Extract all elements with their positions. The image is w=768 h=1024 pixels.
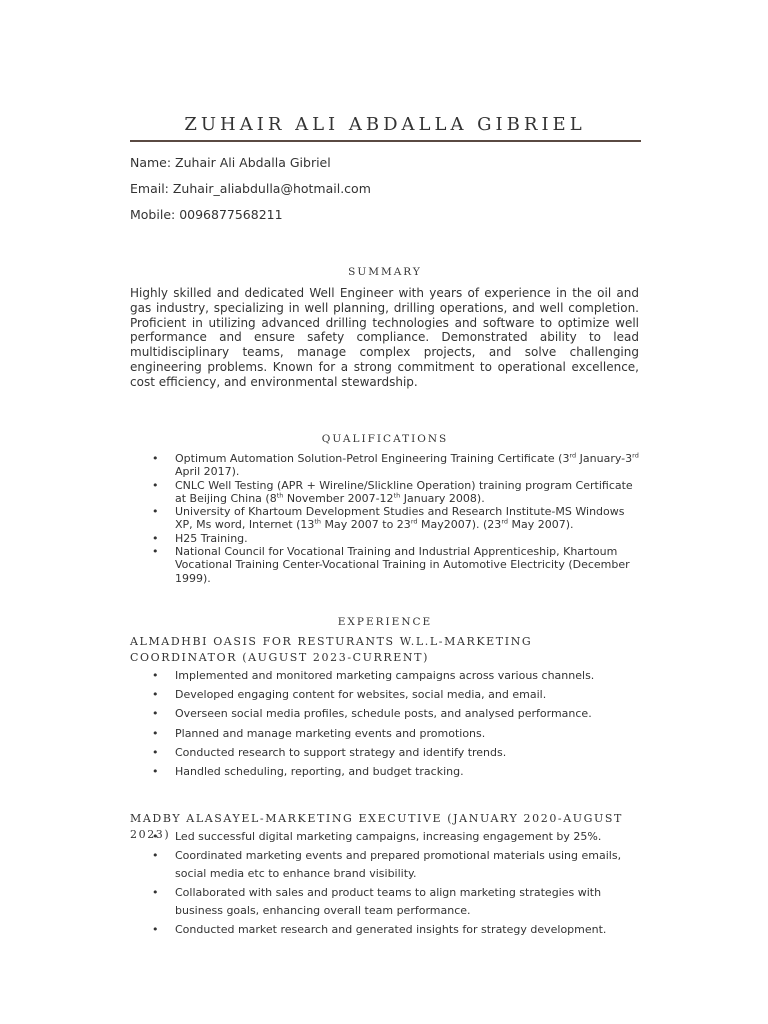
list-item: • Conducted research to support strategy and identify trends. <box>130 743 640 762</box>
list-item: • Developed engaging content for websites, social media, and email. <box>130 685 640 704</box>
qualification-item <box>130 505 640 532</box>
list-item: • Overseen social media profiles, schedule posts, and analysed performance. <box>130 704 640 723</box>
summary-text: Highly skilled and dedicated Well Engineer with years of experience in the oil and gas industry, specializing in well planning, drilling operations, and well completion. Proficient in utilizing advanced drilling technologies and software to optimize well performance and ensure safety compliance. Demonstrated ability to lead multidisciplinary teams, manage complex projects, and solve challenging engineering problems. Known for a strong commitment to operational excellence, cost efficiency, and environmental stewardship. <box>130 286 639 389</box>
contact-mobile: Mobile: 0096877568211 <box>130 207 283 222</box>
qualification-ordinal: rd <box>632 451 639 460</box>
qualification-ordinal: rd <box>569 451 577 460</box>
qualification-item: • National Council for Vocational Training and Industrial Apprenticeship, Khartoum Vocational Training Center-Vocational Training in Automotive Electricity (December 1999). <box>130 545 640 585</box>
list-item: • Planned and manage marketing events and promotions. <box>130 724 640 743</box>
qualification-text: Optimum Automation Solution-Petrol Engineering Training Certificate (3 <box>175 452 570 465</box>
list-item: • Conducted market research and generated insights for strategy development. <box>130 921 640 940</box>
list-item: • Implemented and monitored marketing campaigns across various channels. <box>130 666 640 685</box>
qualification-text: November 2007-12 <box>283 491 394 505</box>
list-item: • Coordinated marketing events and prepared promotional materials using emails, social media etc to enhance brand visibility. <box>130 847 640 884</box>
contact-name: Name: Zuhair Ali Abdalla Gibriel <box>130 155 331 170</box>
qualification-ordinal: rd <box>501 517 508 526</box>
qualification-text: University of Khartoum Development Studies and Research Institute-MS Windows XP, Ms word, Internet (13 <box>175 505 625 532</box>
qualification-text: CNLC Well Testing (APR + Wireline/Slickline Operation) training program Certificate at Beijing China (8 <box>175 478 633 505</box>
contact-email: Email: Zuhair_aliabdulla@hotmail.com <box>130 181 371 196</box>
qualification-text: May2007). (23 <box>417 518 502 532</box>
qualification-item <box>130 479 640 506</box>
list-item: • Led successful digital marketing campaigns, increasing engagement by 25%. <box>130 828 640 847</box>
qualification-text: May 2007). <box>508 518 574 532</box>
qualification-ordinal: th <box>314 517 322 526</box>
resume-name-title: ZUHAIR ALI ABDALLA GIBRIEL <box>184 114 586 135</box>
title-divider <box>130 140 641 142</box>
qualification-text: January 2008). <box>400 491 485 505</box>
qualification-text: January-3 <box>576 452 633 465</box>
qualifications-list <box>130 452 640 585</box>
qualification-ordinal: rd <box>410 517 418 526</box>
qualification-item <box>130 452 640 479</box>
list-item: • Collaborated with sales and product teams to align marketing strategies with business goals, enhancing overall team performance. <box>130 884 640 921</box>
qualification-item: • H25 Training. <box>130 532 640 545</box>
job-bullets <box>130 828 640 939</box>
qualification-ordinal: th <box>393 491 401 500</box>
list-item: • Handled scheduling, reporting, and budget tracking. <box>130 762 640 781</box>
qualification-text: April 2017). <box>175 465 240 479</box>
qualification-text: May 2007 to 23 <box>321 518 411 532</box>
qualification-ordinal: th <box>276 491 284 500</box>
job-title: ALMADHBI OASIS FOR RESTURANTS W.L.L-MARKETING COORDINATOR (AUGUST 2023-CURRENT) <box>130 635 533 664</box>
summary-heading: SUMMARY <box>348 266 422 278</box>
experience-heading: EXPERIENCE <box>337 616 433 628</box>
qualifications-heading: QUALIFICATIONS <box>321 433 449 445</box>
job-bullets <box>130 666 640 781</box>
job-title: MADBY ALASAYEL-MARKETING EXECUTIVE (JANUARY 2020-AUGUST 2023) <box>130 812 623 841</box>
